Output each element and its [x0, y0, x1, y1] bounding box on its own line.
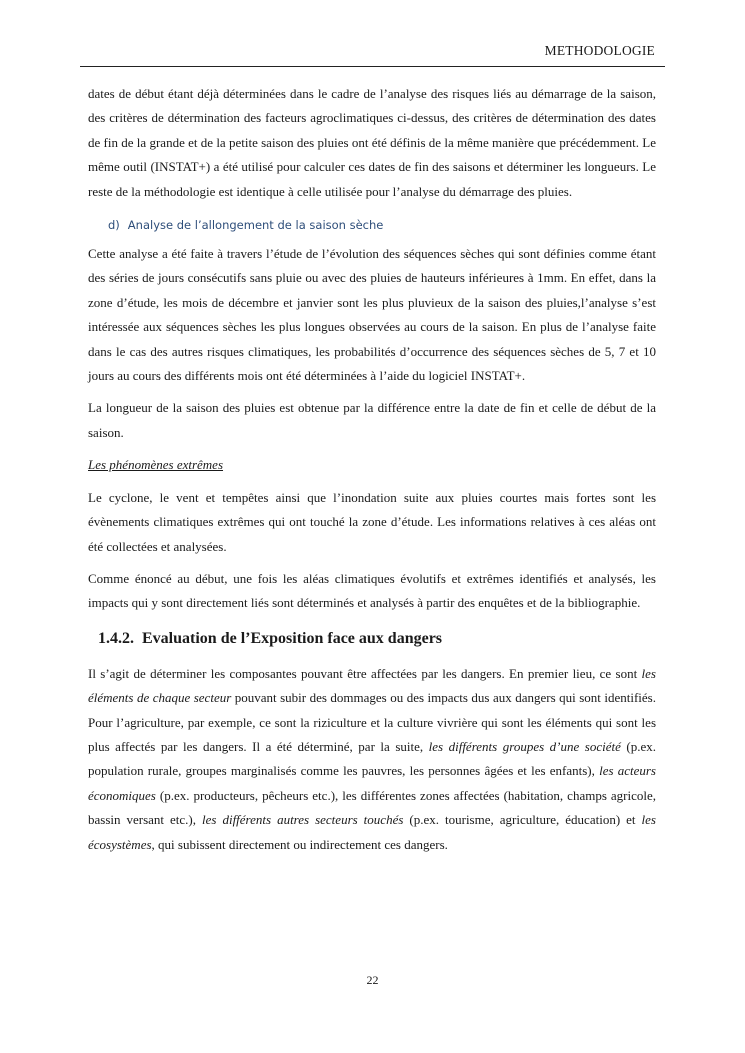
section-number: 1.4.2. [98, 629, 134, 647]
text-run: pouvant subir des dommages ou des impacts dus aux dangers qui sont identifiés. Pour l’agriculture, par exemple, ce sont la riziculture et la culture vivrière qui sont les éléments qui sont les plus affectés par les dangers. Il a été déterminé, par la suite, [88, 690, 656, 754]
subsection-letter: d) [108, 218, 120, 233]
header-title: METHODOLOGIE [544, 43, 655, 58]
text-run: (p.ex. tourisme, agriculture, éducation) et [403, 812, 642, 828]
paragraph-season-length: La longueur de la saison des pluies est obtenue par la différence entre la date de fin et celle de début de la saison. [88, 400, 656, 440]
subsection-title: Analyse de l’allongement de la saison sèche [127, 218, 384, 233]
page-number: 22 [366, 973, 379, 987]
italic-run: les acteurs économiques [88, 763, 656, 803]
paragraph-dry-sequences: Cette analyse a été faite à travers l’étude de l’évolution des séquences sèches qui sont définies comme étant des séries de jours consécutifs sans pluie ou avec des pluies de hauteurs inférieures à 1mm. En effet, dans la zone d’étude, les mois de décembre et janvier sont les plus pluvieux de la saison des pluies,l’analyse s’est intéressée aux séquences sèches les plus longues observées au cours de la saison. En plus de l’analyse faite dans le cas des autres risques climatiques, les probabilités d’occurrence des séquences sèches de 5, 7 et 10 jours au cours des différents mois ont été déterminées à l’aide du logiciel INSTAT+. [88, 246, 656, 384]
page-header [80, 40, 665, 67]
italic-run: les éléments de chaque secteur [88, 665, 656, 706]
section-heading-1-4-2 [98, 626, 656, 652]
italic-run: les différents groupes d’une société [428, 738, 621, 754]
italic-run: les différents autres secteurs touchés [202, 812, 404, 828]
extreme-phenomena-heading: Les phénomènes extrêmes [88, 457, 224, 473]
text-run: (p.ex. producteurs, pêcheurs etc.), les différentes zones affectées (habitation, champs agricole, bassin versant etc.), [88, 787, 656, 828]
text-run: Il s’agit de déterminer les composantes pouvant être affectées par les dangers. En premier lieu, ce sont [88, 665, 642, 681]
paragraph-extreme-events: Le cyclone, le vent et tempêtes ainsi que l’inondation suite aux pluies courtes mais fortes sont les évènements climatiques extrêmes qui ont touché la zone d’étude. Les informations relatives à ces aléas ont été collectées et analysées. [88, 489, 656, 554]
paragraph-impacts: Comme énoncé au début, une fois les aléas climatiques évolutifs et extrêmes identifiés et analysés, les impacts qui y sont directement liés sont déterminés et analysés à partir des enquêtes et de la bibliographie. [88, 570, 656, 611]
text-run: , qui subissent directement ou indirectement ces dangers. [151, 836, 448, 852]
italic-run: les écosystèmes [88, 812, 656, 852]
text-run: (p.ex. population rurale, groupes marginalisés comme les pauvres, les personnes âgées et les enfants), [88, 738, 656, 779]
subsection-heading-d [108, 212, 656, 238]
paragraph-exposure [88, 662, 656, 857]
paragraph-season-end: dates de début étant déjà déterminées dans le cadre de l’analyse des risques liés au démarrage de la saison, des critères de détermination des facteurs agroclimatiques ci-dessus, des critères de détermination des dates de fin de la grande et de la petite saison des pluies ont été définis de la même manière que précédemment. Le même outil (INSTAT+) a été utilisé pour calculer ces dates de fin des saisons et déterminer les longueurs. Le reste de la méthodologie est identique à celle utilisée pour l’analyse du démarrage des pluies. [88, 86, 656, 199]
page-content [88, 82, 656, 865]
section-title: Evaluation de l’Exposition face aux dangers [142, 629, 443, 647]
